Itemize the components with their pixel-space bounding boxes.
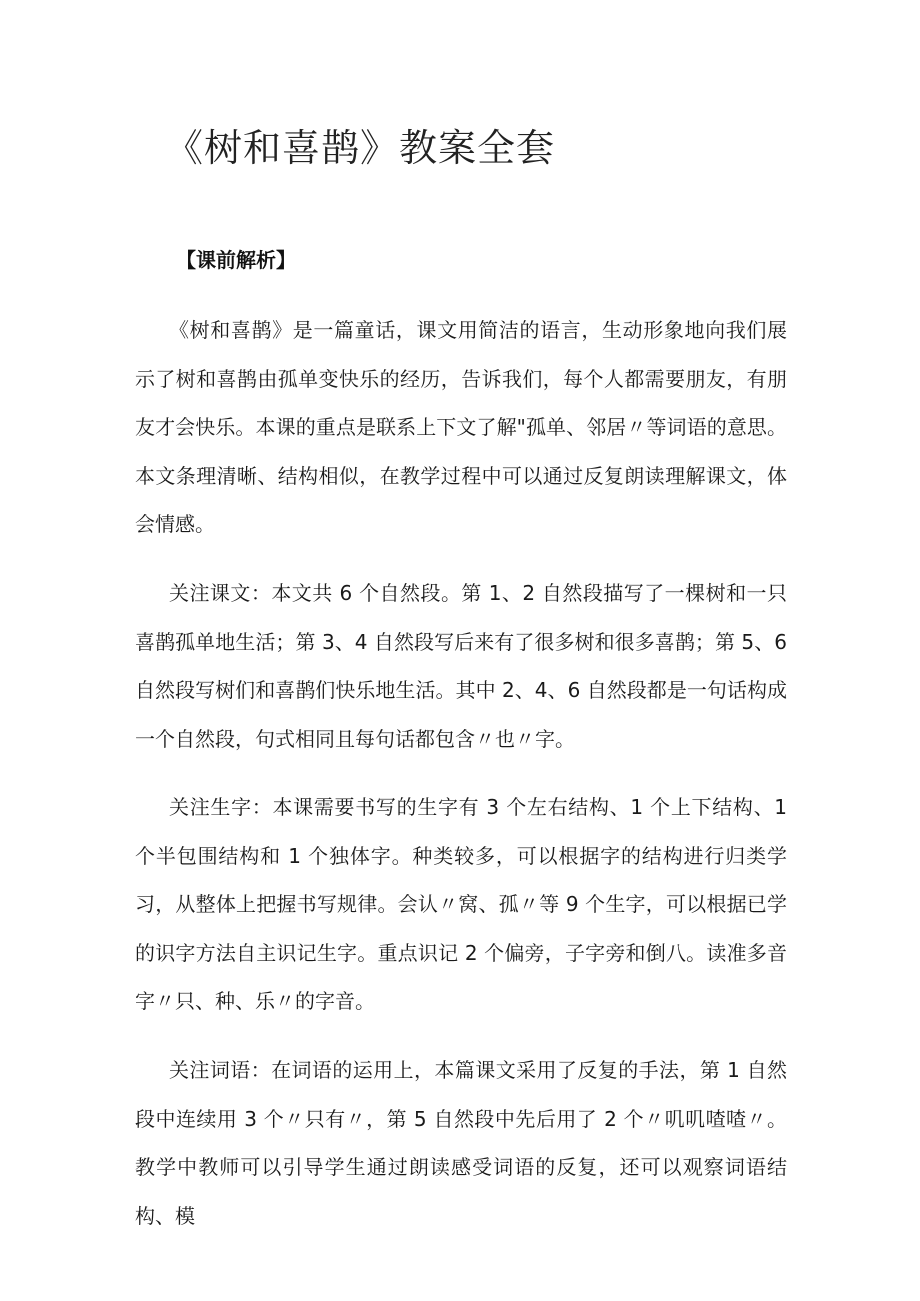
document-title: 《树和喜鹊》教案全套 [165,126,556,170]
paragraph-focus-characters: 关注生字：本课需要书写的生字有 3 个左右结构、1 个上下结构、1 个半包围结构和 1 个独体字。种类较多，可以根据字的结构进行归类学习，从整体上把握书写规律。会认〃窝、孤〃等 9 个生字，可以根据已学的识字方法自主识记生字。重点识记 2 个偏旁，子字旁和倒八。读准多音字〃只、种、乐〃的字音。 [135,795,787,1014]
paragraph-overview: 《树和喜鹊》是一篇童话，课文用简洁的语言，生动形象地向我们展示了树和喜鹊由孤单变快乐的经历，告诉我们，每个人都需要朋友，有朋友才会快乐。本课的重点是联系上下文了解"孤单、邻居〃等词语的意思。本文条理清晰、结构相似，在教学过程中可以通过反复朗读理解课文，体会情感。 [135,318,787,537]
section-heading-pre-class-analysis: 【课前解析】 [176,248,296,272]
paragraph-focus-words: 关注词语：在词语的运用上，本篇课文采用了反复的手法，第 1 自然段中连续用 3 个〃只有〃，第 5 自然段中先后用了 2 个〃叽叽喳喳〃。教学中教师可以引导学生通过朗读感受词语的反复，还可以观察词语结构、模 [135,1058,787,1228]
paragraph-focus-text: 关注课文：本文共 6 个自然段。第 1、2 自然段描写了一棵树和一只喜鹊孤单地生活；第 3、4 自然段写后来有了很多树和很多喜鹊；第 5、6 自然段写树们和喜鹊们快乐地生活。其中 2、4、6 自然段都是一句话构成一个自然段，句式相同且每句话都包含〃也〃字。 [135,581,787,751]
